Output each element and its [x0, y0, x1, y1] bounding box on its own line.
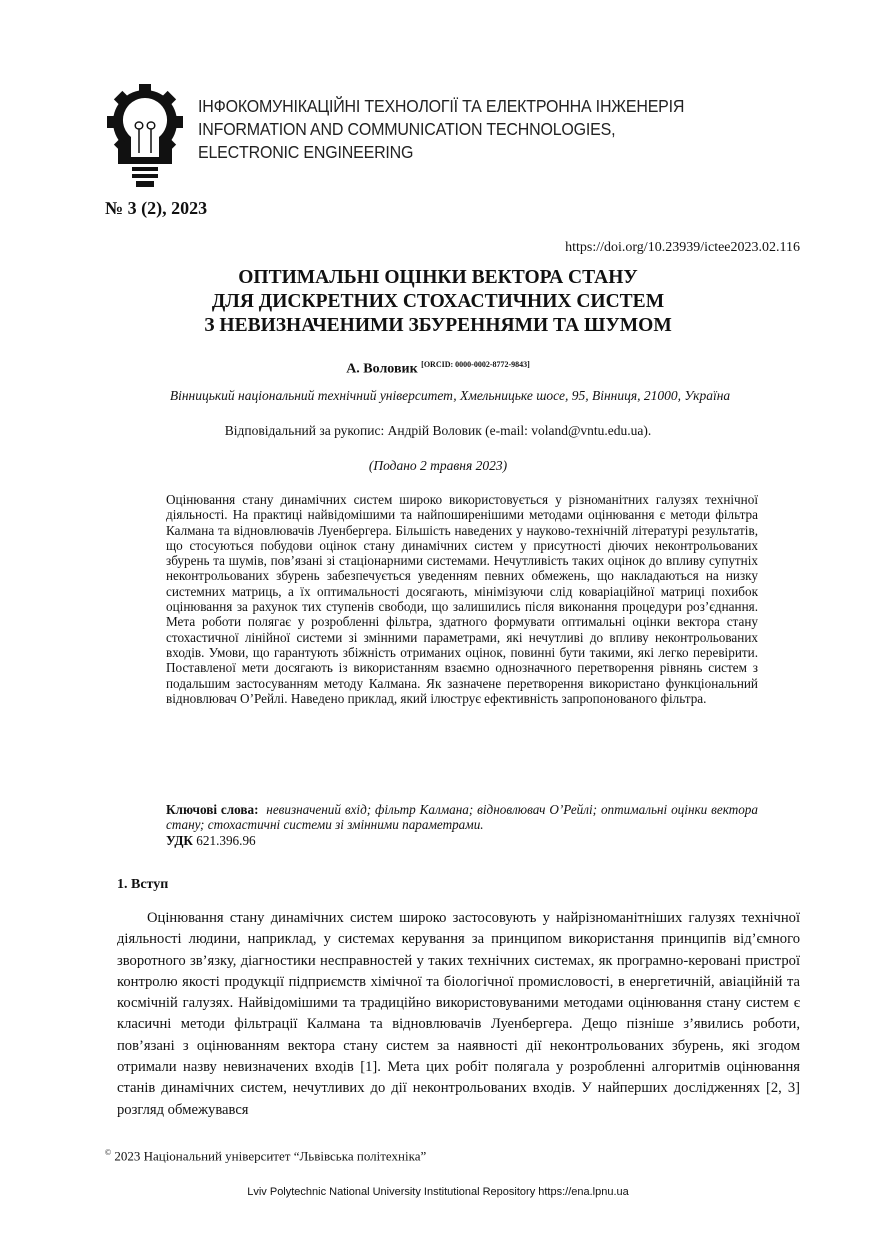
journal-title-uk: ІНФОКОМУНІКАЦІЙНІ ТЕХНОЛОГІЇ ТА ЕЛЕКТРОННА ІНЖЕНЕРІЯ — [198, 96, 685, 116]
repository-footer: Lviv Polytechnic National University Institutional Repository https://ena.lpnu.ua — [247, 1186, 629, 1198]
copyright-symbol: © — [105, 1148, 112, 1157]
article-title — [0, 266, 876, 338]
title-line-1: ОПТИМАЛЬНІ ОЦІНКИ ВЕКТОРА СТАНУ — [238, 267, 638, 288]
udc-value: 621.396.96 — [196, 832, 256, 848]
intro-paragraph: Оцінювання стану динамічних систем широко застосовують у найрізноманітніших галузях технічної діяльності людини, наприклад, у системах керування за принципом використання принципів від’ємного зворотного зв’язку, діагностики несправностей у таких технічних системах, як програмно-керовані пристрої контролю якості продукції підприємств хімічної та біологічної промисловості, в енергетичній, авіаційній та космічній галузях. Найвідомішими та традиційно використовуваними методами оцінювання стану систем є класичні методи фільтрації Калмана та відновлювачів Луенбергера. Дещо пізніше з’явились роботи, пов’язані з оцінюванням вектора стану систем за наявності дії неконтрольованих збурень, які згодом отримали назву невизначених входів [1]. Мета цих робіт полягала у розробленні алгоритмів оцінювання станів динамічних систем, нечутливих до дії неконтрольованих входів. У найперших дослідженнях [2, 3] розгляд обмежувався — [117, 910, 800, 1118]
udc-label: УДК — [166, 832, 193, 848]
section-heading: 1. Вступ — [117, 877, 169, 892]
keywords: невизначений вхід; фільтр Калмана; відновлювач О’Рейлі; оптимальні оцінки вектора стану; стохастичні системи зі змінними параметрами. — [166, 802, 758, 833]
title-line-3: З НЕВИЗНАЧЕНИМИ ЗБУРЕННЯМИ ТА ШУМОМ — [204, 315, 672, 336]
received-date: (Подано 2 травня 2023) — [368, 458, 508, 473]
abstract: Оцінювання стану динамічних систем широко використовується у різноманітних галузях технічної діяльності. На практиці найвідомішими та найпоширенішими методами оцінювання є методи фільтра Калмана та відновлювачів Луенбергера. Більшість наведених у науково-технічній літературі результатів, що стосуються побудови оцінок стану динамічних систем у присутності діючих неконтрольованих збурень та шумів, пов’язані зі стаціонарними системами. Нечутливість таких оцінок до впливу супутніх неконтрольованих збурень забезпечується уведенням певних обмежень, що накладаються на низку системних матриць, а їх оптимальності досягають, мінімізуючи слід коваріаційної матриці похибок оцінювання за рахунок тих ступенів свободи, що залишились після виконання процедури роз’єднання. Мета роботи полягає у розробленні фільтра, здатного формувати оптимальні оцінки вектора стану стохастичної лінійної системи зі змінними параметрами, які нечутливі до впливу неконтрольованих входів. Умови, що гарантують збіжність отриманих оцінок, повинні бути такими, які легко перевірити. Поставленої мети досягають із використанням взаємно однозначного перетворення рівнянь систем з подальшим застосуванням методу Калмана. Як зазначене перетворення використано функціональний відновлювач О’Рейлі. Наведено приклад, який ілюструє ефективність запропонованого фільтра. — [166, 492, 758, 706]
journal-title-en-1: INFORMATION AND COMMUNICATION TECHNOLOGIES, — [198, 119, 616, 139]
keywords-block — [166, 802, 758, 848]
issue-number: № 3 (2), 2023 — [105, 198, 208, 218]
title-line-2: ДЛЯ ДИСКРЕТНИХ СТОХАСТИЧНИХ СИСТЕМ — [211, 291, 665, 312]
journal-title-en-2: ELECTRONIC ENGINEERING — [198, 142, 414, 162]
doi-link[interactable]: https://doi.org/10.23939/ictee2023.02.116 — [565, 240, 800, 255]
journal-logo-gear-bulb-icon — [106, 82, 184, 194]
author-line — [0, 360, 876, 378]
copyright — [105, 1148, 426, 1164]
journal-title — [198, 95, 684, 164]
copyright-text: 2023 Національний університет “Львівська політехніка” — [111, 1148, 427, 1164]
affiliation: Вінницький національний технічний університет, Хмельницьке шосе, 95, Вінниця, 21000, Україна — [169, 388, 731, 403]
corresponding-author: Відповідальний за рукопис: Андрій Воловик (e-mail: voland@vntu.edu.ua). — [224, 423, 652, 438]
orcid[interactable]: [ORCID: 0000-0002-8772-9843] — [421, 360, 530, 369]
author-name: А. Воловик — [346, 361, 418, 377]
keywords-label: Ключові слова: — [166, 802, 259, 817]
